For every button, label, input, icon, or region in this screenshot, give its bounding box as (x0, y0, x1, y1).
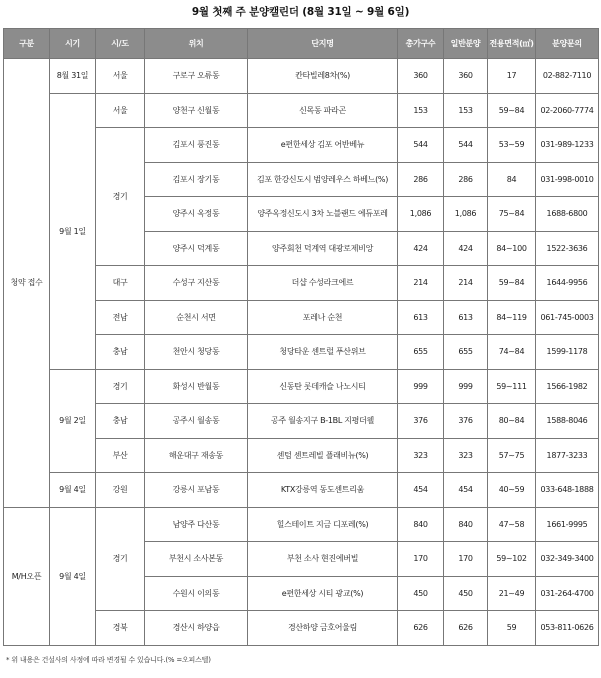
contact-cell: 031-264-4700 (536, 576, 599, 611)
general-sale-cell: 544 (444, 128, 488, 163)
location-cell: 수원시 이의동 (145, 576, 248, 611)
contact-cell: 1877-3233 (536, 438, 599, 473)
header-category: 구분 (4, 29, 50, 59)
location-cell: 양천구 신월동 (145, 93, 248, 128)
location-cell: 순천시 서면 (145, 300, 248, 335)
complex-name-cell: 경산하양 금호어울림 (248, 611, 398, 646)
general-sale-cell: 454 (444, 473, 488, 508)
location-cell: 김포시 장기동 (145, 162, 248, 197)
location-cell: 김포시 풍진동 (145, 128, 248, 163)
region-cell: 부산 (96, 438, 145, 473)
sales-calendar-table (3, 28, 599, 646)
region-cell: 경기 (96, 507, 145, 611)
complex-name-cell: e편한세상 김포 어반베뉴 (248, 128, 398, 163)
header-location: 위치 (145, 29, 248, 59)
total-units-cell: 286 (398, 162, 444, 197)
area-cell: 80~84 (488, 404, 536, 439)
complex-name-cell: 신목동 파라곤 (248, 93, 398, 128)
general-sale-cell: 626 (444, 611, 488, 646)
contact-cell: 1522-3636 (536, 231, 599, 266)
area-cell: 59~102 (488, 542, 536, 577)
total-units-cell: 613 (398, 300, 444, 335)
complex-name-cell: 포레나 순천 (248, 300, 398, 335)
area-cell: 84~100 (488, 231, 536, 266)
date-cell: 8월 31일 (50, 59, 96, 94)
table-row (4, 59, 599, 94)
area-cell: 53~59 (488, 128, 536, 163)
date-cell: 9월 2일 (50, 369, 96, 473)
location-cell: 해운대구 재송동 (145, 438, 248, 473)
contact-cell: 1688-6800 (536, 197, 599, 232)
table-row (4, 369, 599, 404)
general-sale-cell: 376 (444, 404, 488, 439)
total-units-cell: 655 (398, 335, 444, 370)
location-cell: 천안시 청당동 (145, 335, 248, 370)
header-general-sale: 일반분양 (444, 29, 488, 59)
contact-cell: 061-745-0003 (536, 300, 599, 335)
location-cell: 부천시 소사본동 (145, 542, 248, 577)
total-units-cell: 450 (398, 576, 444, 611)
table-row (4, 473, 599, 508)
complex-name-cell: 공주 월송지구 B-1BL 지평더웰 (248, 404, 398, 439)
contact-cell: 031-998-0010 (536, 162, 599, 197)
page-title: 9월 첫째 주 분양캘린더 (8월 31일 ~ 9월 6일) (191, 6, 410, 18)
general-sale-cell: 613 (444, 300, 488, 335)
area-cell: 59~84 (488, 266, 536, 301)
general-sale-cell: 1,086 (444, 197, 488, 232)
general-sale-cell: 323 (444, 438, 488, 473)
area-cell: 74~84 (488, 335, 536, 370)
total-units-cell: 153 (398, 93, 444, 128)
contact-cell: 1644-9956 (536, 266, 599, 301)
total-units-cell: 840 (398, 507, 444, 542)
region-cell: 경기 (96, 128, 145, 266)
total-units-cell: 544 (398, 128, 444, 163)
header-date: 시기 (50, 29, 96, 59)
complex-name-cell: 부천 소사 현진에버빌 (248, 542, 398, 577)
header-area: 전용면적(㎡) (488, 29, 536, 59)
area-cell: 84~119 (488, 300, 536, 335)
region-cell: 서울 (96, 59, 145, 94)
location-cell: 구로구 오류동 (145, 59, 248, 94)
region-cell: 대구 (96, 266, 145, 301)
region-cell: 충남 (96, 404, 145, 439)
area-cell: 75~84 (488, 197, 536, 232)
contact-cell: 032-349-3400 (536, 542, 599, 577)
general-sale-cell: 840 (444, 507, 488, 542)
general-sale-cell: 214 (444, 266, 488, 301)
region-cell: 전남 (96, 300, 145, 335)
total-units-cell: 170 (398, 542, 444, 577)
complex-name-cell: 청당타운 센트럴 푸산위브 (248, 335, 398, 370)
area-cell: 17 (488, 59, 536, 94)
area-cell: 47~58 (488, 507, 536, 542)
region-cell: 경기 (96, 369, 145, 404)
location-cell: 경산시 하양읍 (145, 611, 248, 646)
header-contact: 분양문의 (536, 29, 599, 59)
complex-name-cell: 더샵 수성라크에르 (248, 266, 398, 301)
complex-name-cell: 양주회천 덕계역 대광로제비앙 (248, 231, 398, 266)
general-sale-cell: 424 (444, 231, 488, 266)
group-cell: 청약 접수 (4, 59, 50, 508)
area-cell: 21~49 (488, 576, 536, 611)
complex-name-cell: 양주옥정신도시 3차 노블랜드 에듀포레 (248, 197, 398, 232)
region-cell: 충남 (96, 335, 145, 370)
contact-cell: 053-811-0626 (536, 611, 599, 646)
total-units-cell: 626 (398, 611, 444, 646)
location-cell: 양주시 옥정동 (145, 197, 248, 232)
general-sale-cell: 153 (444, 93, 488, 128)
group-cell: M/H오픈 (4, 507, 50, 645)
complex-name-cell: 김포 한강신도시 범양레우스 하베느(%) (248, 162, 398, 197)
location-cell: 강릉시 포남동 (145, 473, 248, 508)
date-cell: 9월 1일 (50, 93, 96, 369)
date-cell: 9월 4일 (50, 507, 96, 645)
header-total-units: 총가구수 (398, 29, 444, 59)
contact-cell: 1599-1178 (536, 335, 599, 370)
general-sale-cell: 655 (444, 335, 488, 370)
complex-name-cell: 신동탄 롯데캐슬 나노시티 (248, 369, 398, 404)
contact-cell: 033-648-1888 (536, 473, 599, 508)
header-row (4, 29, 599, 59)
complex-name-cell: 센텀 센트레빌 플래비뉴(%) (248, 438, 398, 473)
footnote: * 위 내용은 건설사의 사정에 따라 변경될 수 있습니다.(% =오피스텔) (6, 656, 211, 664)
header-region: 시/도 (96, 29, 145, 59)
area-cell: 40~59 (488, 473, 536, 508)
area-cell: 59~111 (488, 369, 536, 404)
total-units-cell: 999 (398, 369, 444, 404)
general-sale-cell: 999 (444, 369, 488, 404)
area-cell: 84 (488, 162, 536, 197)
complex-name-cell: KTX강릉역 동도센트리움 (248, 473, 398, 508)
region-cell: 서울 (96, 93, 145, 128)
contact-cell: 02-882-7110 (536, 59, 599, 94)
region-cell: 경북 (96, 611, 145, 646)
general-sale-cell: 360 (444, 59, 488, 94)
general-sale-cell: 286 (444, 162, 488, 197)
area-cell: 59 (488, 611, 536, 646)
location-cell: 수성구 지산동 (145, 266, 248, 301)
total-units-cell: 323 (398, 438, 444, 473)
contact-cell: 02-2060-7774 (536, 93, 599, 128)
general-sale-cell: 450 (444, 576, 488, 611)
contact-cell: 1661-9995 (536, 507, 599, 542)
total-units-cell: 376 (398, 404, 444, 439)
area-cell: 59~84 (488, 93, 536, 128)
header-complex-name: 단지명 (248, 29, 398, 59)
location-cell: 공주시 월송동 (145, 404, 248, 439)
date-cell: 9월 4일 (50, 473, 96, 508)
total-units-cell: 424 (398, 231, 444, 266)
total-units-cell: 1,086 (398, 197, 444, 232)
total-units-cell: 454 (398, 473, 444, 508)
table-row (4, 507, 599, 542)
total-units-cell: 214 (398, 266, 444, 301)
table-row (4, 93, 599, 128)
location-cell: 양주시 덕계동 (145, 231, 248, 266)
general-sale-cell: 170 (444, 542, 488, 577)
complex-name-cell: e편한세상 시티 광교(%) (248, 576, 398, 611)
location-cell: 화성시 반월동 (145, 369, 248, 404)
complex-name-cell: 칸타빌레8차(%) (248, 59, 398, 94)
region-cell: 강원 (96, 473, 145, 508)
location-cell: 남양주 다산동 (145, 507, 248, 542)
contact-cell: 1588-8046 (536, 404, 599, 439)
area-cell: 57~75 (488, 438, 536, 473)
contact-cell: 1566-1982 (536, 369, 599, 404)
complex-name-cell: 힐스테이트 지금 디포레(%) (248, 507, 398, 542)
total-units-cell: 360 (398, 59, 444, 94)
contact-cell: 031-989-1233 (536, 128, 599, 163)
